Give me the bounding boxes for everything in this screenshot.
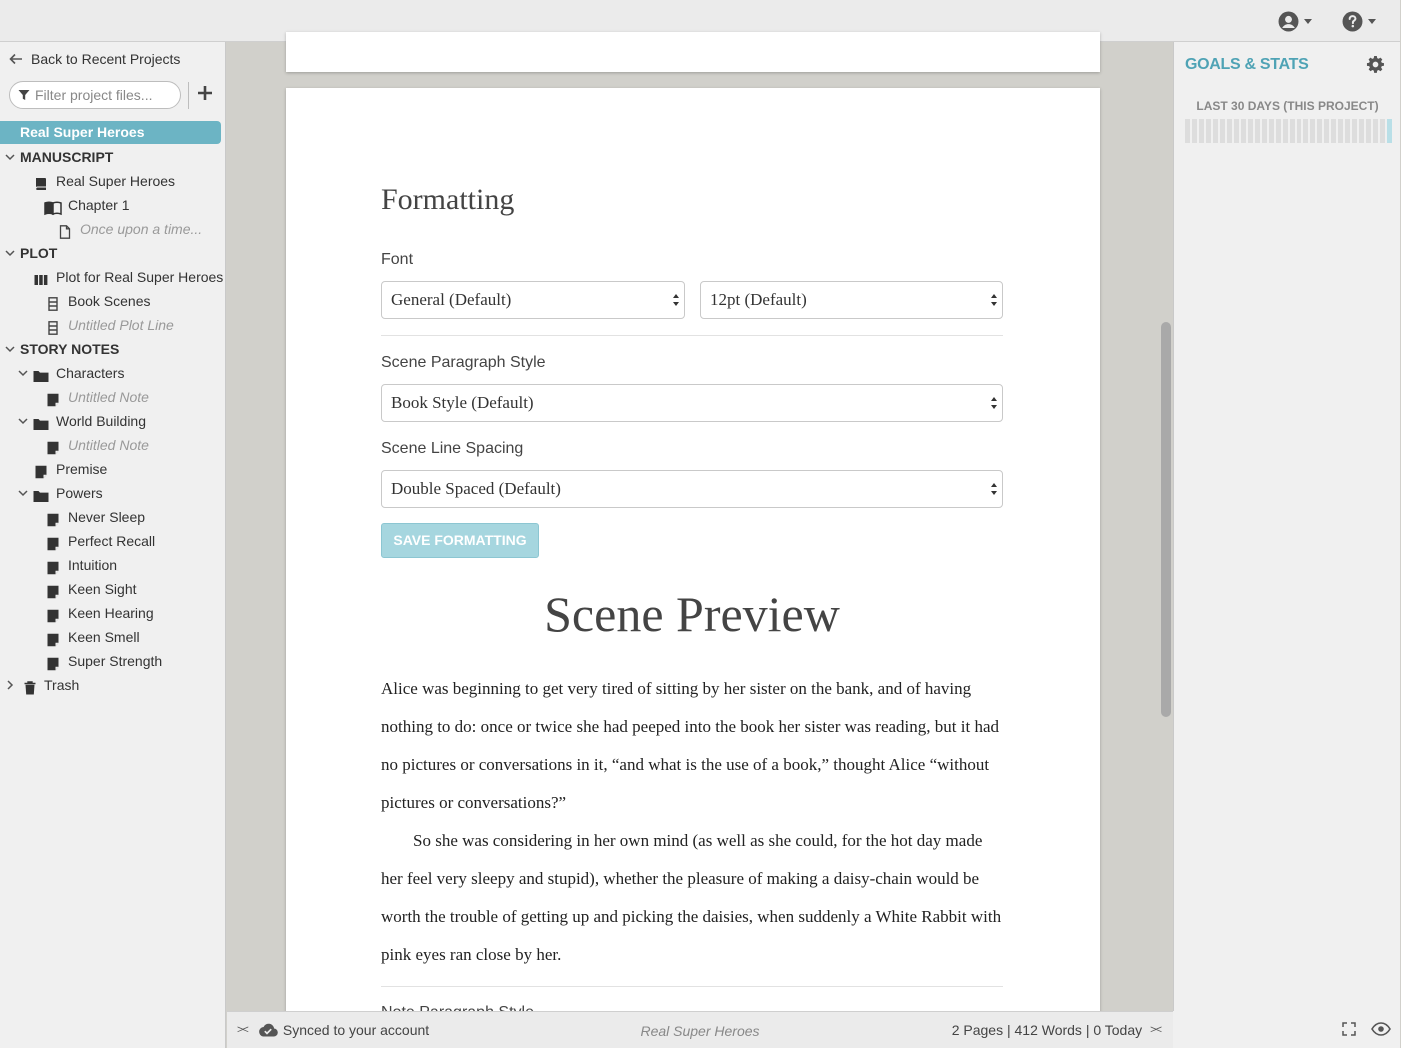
tree-item-label: Never Sleep <box>68 509 146 525</box>
word-count-stats: 2 Pages | 412 Words | 0 Today <box>951 1022 1143 1038</box>
tree-item-label: World Building <box>56 413 147 429</box>
status-project-name: Real Super Heroes <box>640 1023 760 1039</box>
back-to-recent-projects-link[interactable] <box>9 51 180 67</box>
day-stat-bar <box>1324 119 1329 143</box>
tree-item[interactable] <box>0 169 226 193</box>
scrollbar-thumb[interactable] <box>1161 322 1171 717</box>
day-stat-bar <box>1269 119 1274 143</box>
trash-icon <box>23 678 37 692</box>
font-family-select[interactable] <box>381 281 685 319</box>
tree-item-label: Book Scenes <box>68 293 151 309</box>
note-icon <box>46 390 60 404</box>
back-label: Back to Recent Projects <box>31 51 181 67</box>
tree-item[interactable] <box>0 361 226 385</box>
filter-project-files[interactable] <box>9 81 181 109</box>
tree-item-label: Premise <box>56 461 108 477</box>
day-stat-bar <box>1227 119 1232 143</box>
filter-icon <box>18 89 30 101</box>
tree-item[interactable] <box>0 433 226 457</box>
tree-section-plot[interactable] <box>0 241 226 265</box>
tree-item[interactable] <box>0 649 226 673</box>
divider <box>381 986 1003 987</box>
tree-section-manuscript[interactable] <box>0 145 226 169</box>
tree-item-label: PLOT <box>20 245 58 261</box>
day-stat-bar <box>1310 119 1315 143</box>
add-file-button[interactable] <box>197 85 215 105</box>
day-stat-bar <box>1331 119 1336 143</box>
day-stat-bar <box>1255 119 1260 143</box>
day-stat-bar <box>1338 119 1343 143</box>
tree-item[interactable] <box>0 505 226 529</box>
tree-item-label: Characters <box>56 365 125 381</box>
tree-item-label: Untitled Plot Line <box>68 317 174 333</box>
preview-paragraph: So she was considering in her own mind (as well as she could, for the hot day made her feel very sleepy and stupid), whether the pleasure of making a daisy-chain would be worth the trouble of getting up and picking the daisies, when suddenly a White Rabbit with pink eyes ran close by her. <box>381 831 1002 964</box>
day-stat-bar <box>1234 119 1239 143</box>
tree-item-label: Untitled Note <box>68 437 149 453</box>
filter-input[interactable] <box>35 87 165 103</box>
paragraph-style-value: Book Style (Default) <box>391 393 534 412</box>
day-stat-bar <box>1206 119 1211 143</box>
editor-scrollbar[interactable] <box>1159 42 1173 1011</box>
paragraph-style-select[interactable] <box>381 384 1003 422</box>
divider <box>381 335 1003 336</box>
plot-line-icon <box>46 318 60 332</box>
status-bar <box>227 1011 1173 1048</box>
chevron-down-icon[interactable] <box>17 481 29 508</box>
select-arrows-icon <box>990 291 998 309</box>
stats-period-label: LAST 30 DAYS (THIS PROJECT) <box>1196 99 1379 113</box>
right-panel-footer <box>1173 1011 1400 1048</box>
preview-paragraph: Alice was beginning to get very tired of sitting by her sister on the bank, and of having nothing to do: once or twice she had peeped into the book her sister was reading, but it had no pictures or conversations in it, “and what is the use of a book,” thought Alice “without pictures or conversations?” <box>381 679 999 812</box>
tree-item-label: Perfect Recall <box>68 533 156 549</box>
collapse-left-panel-button[interactable]: >< <box>237 1024 248 1036</box>
tree-item[interactable] <box>0 457 226 481</box>
formatting-page <box>286 88 1100 1028</box>
day-stat-bar <box>1359 119 1364 143</box>
arrow-left-icon <box>9 53 23 65</box>
chevron-down-icon[interactable] <box>4 145 16 172</box>
tree-item-label: Chapter 1 <box>68 197 130 213</box>
collapse-right-panel-button[interactable]: >< <box>1150 1024 1161 1036</box>
tree-item-label: Once upon a time... <box>80 221 203 237</box>
tree-item-label: Real Super Heroes <box>56 173 176 189</box>
chevron-right-icon[interactable] <box>4 673 16 700</box>
note-icon <box>46 438 60 452</box>
day-stat-bar <box>1303 119 1308 143</box>
folder-icon <box>33 486 47 500</box>
day-stat-bar <box>1248 119 1253 143</box>
note-icon <box>46 558 60 572</box>
user-circle-icon <box>1278 11 1299 32</box>
tree-item[interactable] <box>0 553 226 577</box>
day-stat-bar <box>1283 119 1288 143</box>
tree-item[interactable] <box>0 193 226 217</box>
help-icon <box>1342 11 1363 32</box>
gear-icon[interactable] <box>1366 55 1385 74</box>
tree-item-label: Powers <box>56 485 103 501</box>
chevron-down-icon[interactable] <box>4 241 16 268</box>
tree-item[interactable] <box>0 217 226 241</box>
note-icon <box>46 534 60 548</box>
sync-text: Synced to your account <box>282 1022 430 1038</box>
tree-item-label: Untitled Note <box>68 389 149 405</box>
eye-icon[interactable] <box>1371 1022 1391 1036</box>
tree-item[interactable] <box>0 625 226 649</box>
day-stat-bar <box>1366 119 1371 143</box>
folder-icon <box>33 414 47 428</box>
open-book-icon <box>44 198 58 212</box>
paragraph-style-label: Scene Paragraph Style <box>381 354 546 371</box>
select-arrows-icon <box>672 291 680 309</box>
tree-item-label: Keen Sight <box>68 581 137 597</box>
fullscreen-icon[interactable] <box>1342 1022 1356 1036</box>
tree-item[interactable] <box>0 577 226 601</box>
editor-area <box>227 42 1173 1011</box>
day-stat-bar <box>1290 119 1295 143</box>
caret-down-icon <box>1304 19 1312 24</box>
project-sidebar <box>0 42 226 1048</box>
day-stat-bar <box>1380 119 1385 143</box>
tree-item[interactable] <box>0 289 226 313</box>
day-stat-bar <box>1345 119 1350 143</box>
folder-icon <box>33 366 47 380</box>
day-stat-bar <box>1297 119 1302 143</box>
previous-page <box>286 32 1100 72</box>
day-stat-bar <box>1220 119 1225 143</box>
font-size-select[interactable] <box>700 281 1003 319</box>
page-icon <box>58 222 72 236</box>
note-icon <box>46 510 60 524</box>
chevron-down-icon[interactable] <box>17 361 29 388</box>
note-icon <box>46 654 60 668</box>
goals-stats-panel <box>1173 42 1400 1048</box>
scene-preview-text <box>381 670 1003 974</box>
chevron-down-icon[interactable] <box>4 337 16 364</box>
day-stat-bar <box>1199 119 1204 143</box>
note-icon <box>46 606 60 620</box>
day-stat-bar <box>1352 119 1357 143</box>
tree-item[interactable] <box>0 481 226 505</box>
project-root-item[interactable]: Real Super Heroes <box>0 121 221 144</box>
tree-item[interactable] <box>0 529 226 553</box>
font-label: Font <box>381 251 414 268</box>
account-menu-button[interactable] <box>1278 9 1312 33</box>
font-family-value: General (Default) <box>391 290 512 309</box>
tree-item-label: MANUSCRIPT <box>20 149 114 165</box>
tree-item[interactable] <box>0 673 226 697</box>
tree-item-label: Keen Hearing <box>68 605 154 621</box>
day-stat-bar <box>1192 119 1197 143</box>
note-icon <box>46 582 60 596</box>
file-tree <box>0 145 226 697</box>
note-icon <box>46 630 60 644</box>
day-stat-bar <box>1213 119 1218 143</box>
tree-item[interactable] <box>0 601 226 625</box>
day-stat-bar <box>1276 119 1281 143</box>
tree-section-story-notes[interactable] <box>0 337 226 361</box>
caret-down-icon <box>1368 19 1376 24</box>
tree-item[interactable] <box>0 409 226 433</box>
day-stat-bar <box>1387 119 1392 143</box>
scene-preview-title: Scene Preview <box>544 586 840 642</box>
tree-item-label: STORY NOTES <box>20 341 120 357</box>
line-spacing-select[interactable] <box>381 470 1003 508</box>
select-arrows-icon <box>990 394 998 412</box>
day-stat-bar <box>1241 119 1246 143</box>
tree-item-label: Super Strength <box>68 653 163 669</box>
chevron-down-icon[interactable] <box>17 409 29 436</box>
plot-line-icon <box>46 294 60 308</box>
tree-item-label: Intuition <box>68 557 118 573</box>
daily-stats-bars <box>1185 119 1392 143</box>
plus-icon <box>197 85 213 101</box>
tree-item-label: Plot for Real Super Heroes <box>56 269 224 285</box>
tree-item[interactable] <box>0 265 226 289</box>
tree-item-label: Trash <box>44 677 80 693</box>
help-menu-button[interactable] <box>1342 9 1376 33</box>
tree-item[interactable] <box>0 385 226 409</box>
font-size-value: 12pt (Default) <box>710 290 807 309</box>
line-spacing-label: Scene Line Spacing <box>381 440 524 457</box>
book-icon <box>34 174 48 188</box>
tree-item-label: Keen Smell <box>68 629 140 645</box>
save-formatting-button[interactable]: SAVE FORMATTING <box>381 523 539 558</box>
note-icon <box>34 462 48 476</box>
select-arrows-icon <box>990 480 998 498</box>
divider <box>188 82 189 109</box>
plot-grid-icon <box>34 270 48 284</box>
day-stat-bar <box>1317 119 1322 143</box>
day-stat-bar <box>1185 119 1190 143</box>
day-stat-bar <box>1262 119 1267 143</box>
goals-stats-title: GOALS & STATS <box>1185 56 1309 73</box>
line-spacing-value: Double Spaced (Default) <box>391 479 561 498</box>
formatting-title: Formatting <box>381 183 515 216</box>
day-stat-bar <box>1373 119 1378 143</box>
tree-item[interactable] <box>0 313 226 337</box>
